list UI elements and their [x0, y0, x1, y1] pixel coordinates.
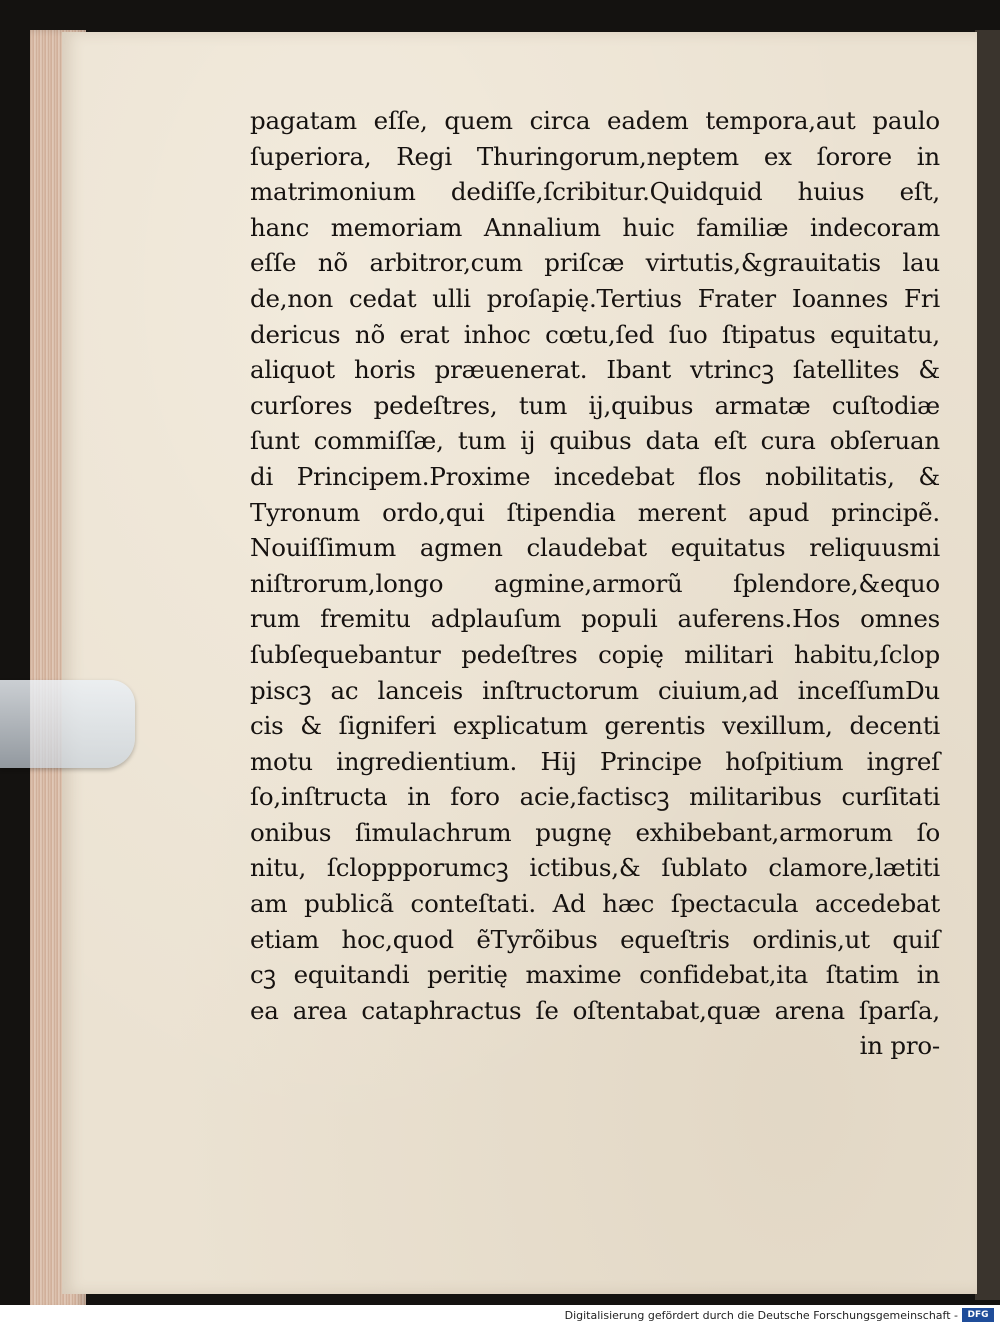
text-line: in pro-	[859, 1031, 940, 1061]
text-line: cis & ſigniferi explicatum gerentis vexillum, decenti	[250, 711, 940, 741]
text-line: di Principem.Proxime incedebat flos nobilitatis, &	[250, 461, 940, 491]
text-line: piscꝫ ac lanceis inſtructorum ciuium,ad inceſſumDu	[250, 675, 940, 705]
text-line: niſtrorum,longo agmine,armorũ ſplendore,&equo	[250, 568, 940, 598]
text-line: etiam hoc,quod ẽTyrõibus equeſtris ordinis,ut quiſ	[250, 924, 940, 954]
text-line: aliquot horis præuenerat. Ibant vtrincꝫ ſatellites &	[250, 355, 940, 385]
text-line: am publicã conteſtati. Ad hæc ſpectacula accedebat	[250, 889, 940, 919]
right-edge	[975, 30, 1000, 1300]
text-line: curſores pedeſtres, tum ij,quibus armatæ cuſtodiæ	[250, 390, 940, 420]
text-line: nitu, ſcloppporumcꝫ ictibus,& ſublato clamore,lætiti	[250, 853, 940, 883]
text-line: de,non cedat ulli proſapię.Tertius Frater Ioannes Fri	[250, 283, 940, 313]
text-line: ſubſequebantur pedeſtres copię militari habitu,ſclop	[250, 639, 940, 669]
text-line: dericus nõ erat inhoc cœtu,ſed ſuo ſtipatus equitatu,	[250, 319, 940, 349]
dfg-logo: DFG	[962, 1308, 994, 1322]
text-line: Tyronum ordo,qui ſtipendia merent apud principẽ.	[250, 497, 940, 527]
text-line: onibus ſimulachrum pugnę exhibebant,armorum ſo	[250, 817, 940, 847]
text-line: motu ingredientium. Hij Principe hoſpitium ingreſ	[250, 746, 940, 776]
funding-credit: Digitalisierung gefördert durch die Deutsche Forschungsgemeinschaft -	[564, 1309, 958, 1322]
text-line: hanc memoriam Annalium huic familiæ indecoram	[250, 212, 940, 242]
text-line: ſo,inſtructa in foro acie,factiscꝫ militaribus curſitati	[250, 782, 940, 812]
text-line: pagatam eſſe, quem circa eadem tempora,aut paulo	[250, 106, 940, 135]
page-clip	[0, 680, 135, 768]
text-line: eſſe nõ arbitror,cum priſcæ virtutis,&grauitatis lau	[250, 248, 940, 278]
body-text	[250, 103, 940, 1064]
text-line: rum fremitu adplauſum populi auferens.Hos omnes	[250, 604, 940, 634]
text-line: ſuperiora, Regi Thuringorum,neptem ex ſorore in	[250, 141, 940, 171]
text-line: matrimonium dediſſe,ſcribitur.Quidquid huius eſt,	[250, 177, 940, 207]
text-line: ſunt commiſſæ, tum ij quibus data eſt cura obſeruan	[250, 426, 940, 456]
text-line: cꝫ equitandi peritię maxime confidebat,ita ſtatim in	[250, 960, 940, 990]
text-line: ea area cataphractus ſe oſtentabat,quæ arena ſparſa,	[250, 995, 940, 1025]
text-line: Nouiſſimum agmen claudebat equitatus reliquusmi	[250, 533, 940, 563]
